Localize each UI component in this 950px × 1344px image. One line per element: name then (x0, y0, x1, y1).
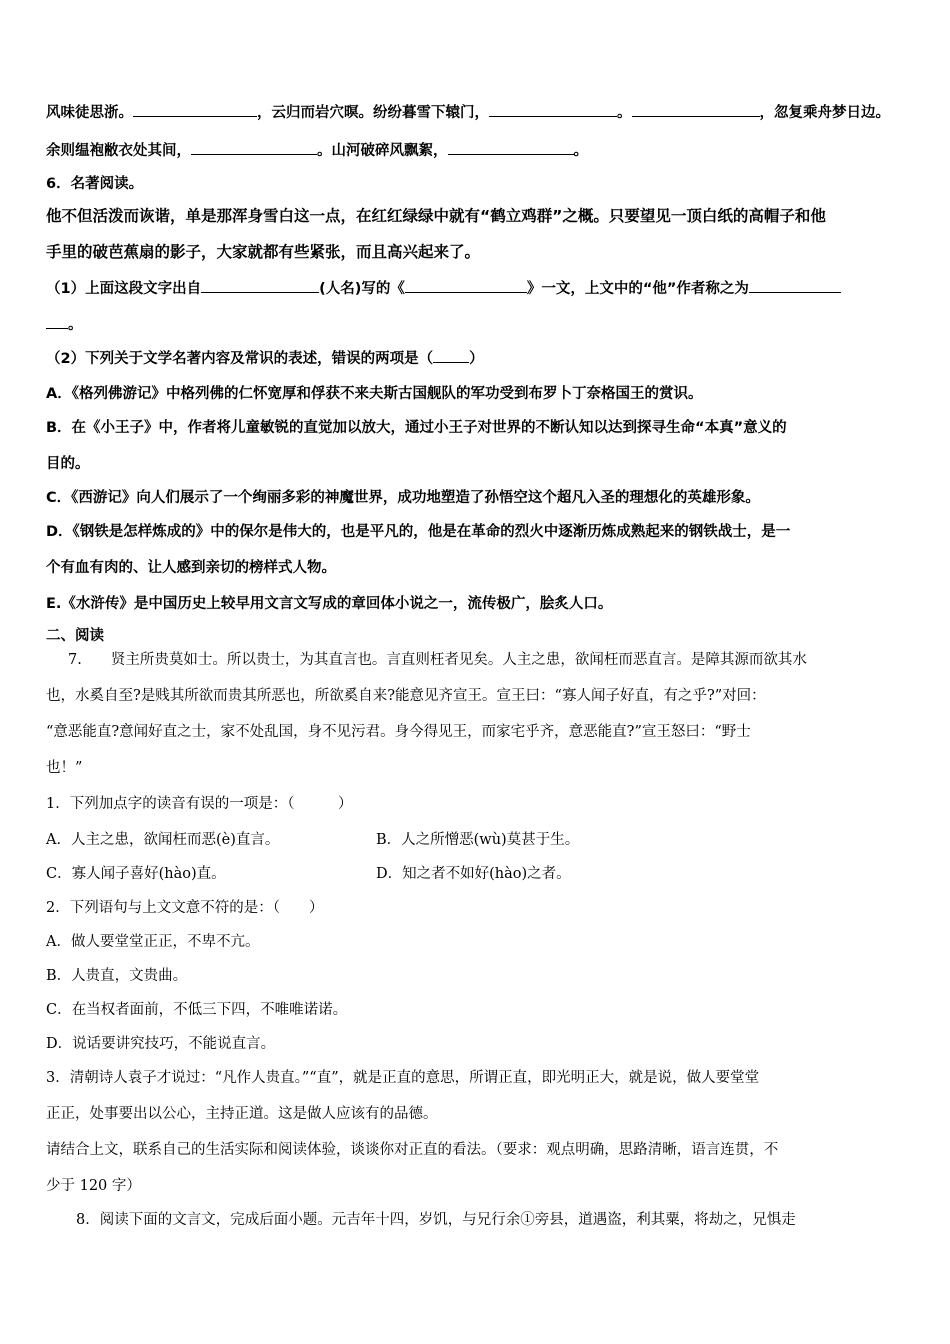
sub-question-3: 3．清朝诗人袁子才说过：“凡作人贵直。”“直”，就是正直的意思，所谓正直，即光明正大，就是说，做人要堂堂 (46, 1070, 760, 1086)
q6-sub1-text: (人名)写的《 (319, 281, 405, 297)
q6-sub1-text: 。 (68, 317, 83, 333)
poem-text: 。 (617, 105, 632, 121)
poem-line-2 (46, 140, 588, 161)
answer-blank[interactable] (191, 140, 317, 155)
poem-text: 。 (573, 143, 588, 159)
poem-text: ，云归而岩穴暝。纷纷暮雪下辕门， (257, 105, 489, 121)
sub1-option-d: D．知之者不如好(hào)之者。 (376, 866, 571, 882)
q6-option-a: A．《格列佛游记》中格列佛的仁怀宽厚和俘获不来夫斯古国舰队的军功受到布罗卜丁奈格国王的赏识。 (46, 386, 703, 402)
poem-text: 。山河破碎风飘絮， (317, 143, 448, 159)
sub2-option-b: B．人贵直，文贵曲。 (46, 968, 188, 984)
sub2-option-d: D．说话要讲究技巧，不能说直言。 (46, 1036, 276, 1052)
q7-passage-line: 也！” (46, 760, 83, 776)
q8-intro: 8．阅读下面的文言文，完成后面小题。元吉年十四，岁饥，与兄行余①旁县，道遇盗，利其粟，将劫之，兄惧走 (76, 1212, 796, 1228)
poem-text: ，忽复乘舟梦日边。 (759, 105, 890, 121)
answer-blank[interactable] (489, 102, 617, 117)
author-blank[interactable] (201, 278, 319, 293)
sub1-option-a: A．人主之患，欲闻枉而恶(è)直言。 (46, 832, 280, 848)
sub-question-3-prompt-cont: 少于 120 字） (46, 1178, 141, 1194)
q6-sub1-text: 》一文，上文中的“他”作者称之为 (526, 281, 749, 297)
name-blank[interactable] (749, 278, 841, 293)
sub1-option-c: C．寡人闻子喜好(hào)直。 (46, 866, 226, 882)
q6-option-b-cont: 目的。 (46, 456, 90, 472)
q6-option-d: D．《钢铁是怎样炼成的》中的保尔是伟大的，也是平凡的，他是在革命的烈火中逐渐历炼成熟起来的钢铁战士，是一 (46, 524, 791, 540)
sub-question-1: 1．下列加点字的读音有误的一项是：（ ） (46, 796, 353, 812)
q7-passage-line: 也，水奚自至?是贱其所欲而贵其所恶也，所欲奚自来?能意见齐宣王。宣王曰：“寡人闻子好直，有之乎?”对回： (46, 688, 766, 704)
sub-question-3-prompt: 请结合上文，联系自己的生活实际和阅读体验，谈谈你对正直的看法。（要求：观点明确，思路清晰，语言连贯，不 (46, 1142, 779, 1158)
q6-sub2 (46, 348, 484, 369)
q6-option-c: C．《西游记》向人们展示了一个绚丽多彩的神魔世界，成功地塑造了孙悟空这个超凡入圣的理想化的英雄形象。 (46, 490, 760, 506)
poem-line-1 (46, 102, 890, 123)
q6-sub1-cont (46, 314, 83, 335)
title-blank[interactable] (405, 278, 527, 293)
name-blank-cont[interactable] (46, 314, 68, 329)
answer-blank[interactable] (133, 102, 257, 117)
q6-option-e: E.《水浒传》是中国历史上较早用文言文写成的章回体小说之一，流传极广，脍炙人口。 (46, 596, 613, 612)
sub1-option-b: B．人之所憎恶(wù)莫甚于生。 (376, 832, 580, 848)
sub-question-2: 2．下列语句与上文文意不符的是：（ ） (46, 900, 324, 916)
q7-passage-line: “意恶能直?意闻好直之士，家不处乱国，身不见污君。身今得见王，而家宅乎齐，意恶能直?”宣王怒曰：“野士 (46, 724, 751, 740)
poem-text: 风味徒思浙。 (46, 105, 133, 121)
poem-text: 余则缊袍敝衣处其间， (46, 143, 191, 159)
q6-sub1-text: （1）上面这段文字出自 (46, 281, 202, 297)
q6-option-b: B．在《小王子》中，作者将儿童敏锐的直觉加以放大，通过小王子对世界的不断认知以达到探寻生命“本真”意义的 (46, 420, 787, 436)
q6-option-d-cont: 个有血有肉的、让人感到亲切的榜样式人物。 (46, 560, 336, 576)
sub-question-3-cont: 正正，处事要出以公心，主持正道。这是做人应该有的品德。 (46, 1106, 438, 1122)
q6-sub2-text: ） (469, 351, 484, 367)
q6-sub1 (46, 278, 841, 299)
sub2-option-c: C．在当权者面前，不低三下四，不唯唯诺诺。 (46, 1002, 348, 1018)
q6-passage-line: 手里的破芭蕉扇的影子，大家就都有些紧张，而且高兴起来了。 (46, 243, 481, 261)
q7-passage-line: 7. 贤主所贵莫如士。所以贵士，为其直言也。言直则枉者见矣。人主之患，欲闻枉而恶直言。是障其源而欲其水 (68, 652, 807, 668)
answer-blank[interactable] (448, 140, 574, 155)
section-title: 二、阅读 (46, 628, 104, 644)
q6-title: 6．名著阅读。 (46, 176, 144, 192)
q6-passage-line: 他不但活泼而诙谐，单是那浑身雪白这一点，在红红绿绿中就有“鹤立鸡群”之概。只要望见一顶白纸的高帽子和他 (46, 207, 826, 225)
choice-blank[interactable] (433, 348, 469, 363)
sub2-option-a: A．做人要堂堂正正，不卑不亢。 (46, 934, 260, 950)
q6-sub2-text: （2）下列关于文学名著内容及常识的表述，错误的两项是（ (46, 351, 434, 367)
answer-blank[interactable] (632, 102, 760, 117)
